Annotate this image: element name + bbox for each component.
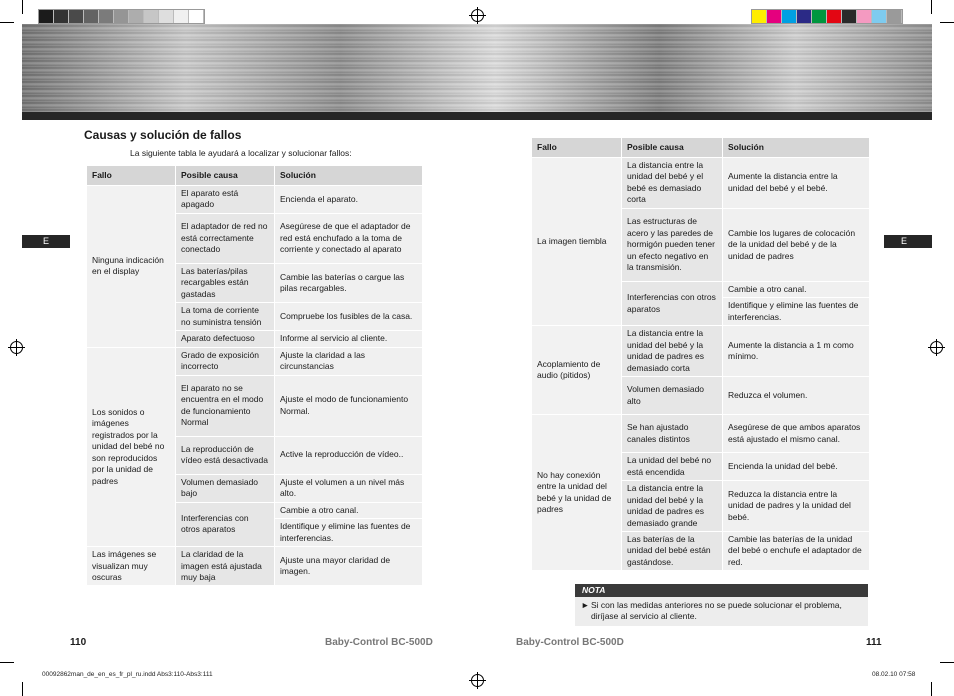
table-row bbox=[532, 415, 870, 453]
registration-mark-icon bbox=[10, 341, 23, 354]
header-posible-causa: Posible causa bbox=[622, 138, 723, 158]
table-header-row bbox=[532, 138, 870, 158]
cause-cell: Volumen demasiado alto bbox=[622, 377, 723, 415]
cause-cell: Las baterías de la unidad del bebé están gastándose. bbox=[622, 531, 723, 570]
cause-cell: El aparato no se encuentra en el modo de funcionamiento Normal bbox=[176, 375, 275, 436]
language-tab-left: E bbox=[22, 235, 70, 248]
solution-cell: Asegúrese de que ambos aparatos está ajustado el mismo canal. bbox=[723, 415, 870, 453]
crop-mark bbox=[22, 0, 23, 14]
cause-cell: Aparato defectuoso bbox=[176, 331, 275, 347]
gray-swatch bbox=[39, 10, 54, 23]
crop-mark bbox=[0, 662, 14, 663]
color-swatch bbox=[797, 10, 812, 23]
color-swatch bbox=[887, 10, 902, 23]
table-header-row bbox=[87, 166, 423, 186]
gray-swatch bbox=[144, 10, 159, 23]
slug-datetime: 08.02.10 07:58 bbox=[872, 671, 916, 678]
language-tab-right: E bbox=[884, 235, 932, 248]
fault-cell: Ninguna indicación en el display bbox=[87, 186, 176, 348]
table-row bbox=[87, 547, 423, 586]
fault-cell: Acoplamiento de audio (pitidos) bbox=[532, 326, 622, 415]
cause-cell: La toma de corriente no suministra tensión bbox=[176, 303, 275, 331]
gray-swatch bbox=[129, 10, 144, 23]
solution-cell: Active la reproducción de vídeo.. bbox=[275, 436, 423, 474]
solution-cell: Identifique y elimine las fuentes de interferencias. bbox=[275, 519, 423, 547]
cause-cell: La distancia entre la unidad del bebé y la unidad de padres es demasiado grande bbox=[622, 481, 723, 532]
solution-cell: Reduzca el volumen. bbox=[723, 377, 870, 415]
color-swatch bbox=[812, 10, 827, 23]
header-banner bbox=[22, 24, 932, 120]
header-solucion: Solución bbox=[723, 138, 870, 158]
fault-cell: La imagen tiembla bbox=[532, 158, 622, 326]
solution-cell: Ajuste el modo de funcionamiento Normal. bbox=[275, 375, 423, 436]
gray-swatch bbox=[174, 10, 189, 23]
solution-cell: Cambie a otro canal. bbox=[723, 281, 870, 297]
cause-cell: Las baterías/pilas recargables están gastadas bbox=[176, 263, 275, 302]
cause-cell: El adaptador de red no está correctamente conectado bbox=[176, 213, 275, 263]
arrow-bullet-icon: ► bbox=[581, 600, 590, 610]
solution-cell: Aumente la distancia entre la unidad del bebé y el bebé. bbox=[723, 158, 870, 209]
section-intro: La siguiente tabla le ayudará a localizar y solucionar fallos: bbox=[130, 148, 352, 158]
solution-cell: Encienda el aparato. bbox=[275, 186, 423, 214]
slug-file: 00092862man_de_en_es_fr_pl_ru.indd Abs3:110-Abs3:111 bbox=[42, 671, 213, 678]
registration-mark-icon bbox=[471, 674, 484, 687]
cause-cell: La distancia entre la unidad del bebé y el bebé es demasiado corta bbox=[622, 158, 723, 209]
registration-mark-icon bbox=[930, 341, 943, 354]
solution-cell: Compruebe los fusibles de la casa. bbox=[275, 303, 423, 331]
cause-cell: La distancia entre la unidad del bebé y la unidad de padres es demasiado corta bbox=[622, 326, 723, 377]
cause-cell: Se han ajustado canales distintos bbox=[622, 415, 723, 453]
gray-swatch bbox=[54, 10, 69, 23]
note-body bbox=[575, 597, 868, 623]
solution-cell: Cambie los lugares de colocación de la unidad del bebé y de la unidad de padres bbox=[723, 208, 870, 281]
cause-cell: La claridad de la imagen está ajustada muy baja bbox=[176, 547, 275, 586]
header-posible-causa: Posible causa bbox=[176, 166, 275, 186]
color-swatch bbox=[827, 10, 842, 23]
troubleshooting-table-left bbox=[86, 165, 423, 586]
cause-cell: Interferencias con otros aparatos bbox=[622, 281, 723, 325]
solution-cell: Cambie las baterías de la unidad del bebé o enchufe el adaptador de red. bbox=[723, 531, 870, 570]
troubleshooting-table-right bbox=[531, 137, 870, 571]
crop-mark bbox=[931, 682, 932, 696]
color-swatch bbox=[782, 10, 797, 23]
solution-cell: Ajuste el volumen a un nivel más alto. bbox=[275, 474, 423, 502]
color-swatch bbox=[842, 10, 857, 23]
solution-cell: Ajuste la claridad a las circunstancias bbox=[275, 347, 423, 375]
cause-cell: Grado de exposición incorrecto bbox=[176, 347, 275, 375]
solution-cell: Ajuste una mayor claridad de imagen. bbox=[275, 547, 423, 586]
cause-cell: Interferencias con otros aparatos bbox=[176, 502, 275, 546]
gray-swatch bbox=[99, 10, 114, 23]
color-swatch bbox=[752, 10, 767, 23]
color-swatch bbox=[857, 10, 872, 23]
solution-cell: Informe al servicio al cliente. bbox=[275, 331, 423, 347]
page-number-left: 110 bbox=[70, 637, 87, 648]
registration-mark-icon bbox=[471, 9, 484, 22]
crop-mark bbox=[931, 0, 932, 14]
header-fallo: Fallo bbox=[532, 138, 622, 158]
fault-cell: No hay conexión entre la unidad del bebé y la unidad de padres bbox=[532, 415, 622, 571]
note-title: NOTA bbox=[575, 584, 868, 597]
color-swatch bbox=[872, 10, 887, 23]
note-box bbox=[575, 584, 868, 626]
gray-swatch bbox=[84, 10, 99, 23]
table-row bbox=[532, 158, 870, 209]
section-title: Causas y solución de fallos bbox=[84, 128, 242, 142]
color-swatch bbox=[767, 10, 782, 23]
footer-model-right: Baby-Control BC-500D bbox=[516, 637, 624, 648]
crop-mark bbox=[22, 682, 23, 696]
solution-cell: Reduzca la distancia entre la unidad de padres y la unidad del bebé. bbox=[723, 481, 870, 532]
cause-cell: La reproducción de vídeo está desactivada bbox=[176, 436, 275, 474]
crop-mark bbox=[940, 22, 954, 23]
page-number-right: 111 bbox=[866, 637, 882, 648]
gray-swatch bbox=[159, 10, 174, 23]
cause-cell: Volumen demasiado bajo bbox=[176, 474, 275, 502]
color-calibration-bar bbox=[751, 9, 903, 24]
fault-cell: Los sonidos o imágenes registrados por la unidad del bebé no son reproducidos por la unidad de padres bbox=[87, 347, 176, 546]
header-fallo: Fallo bbox=[87, 166, 176, 186]
gray-swatch bbox=[114, 10, 129, 23]
gray-swatch bbox=[189, 10, 204, 23]
note-text: Si con las medidas anteriores no se puede solucionar el problema, diríjase al servicio al cliente. bbox=[591, 600, 842, 622]
solution-cell: Cambie a otro canal. bbox=[275, 502, 423, 518]
solution-cell: Identifique y elimine las fuentes de interferencias. bbox=[723, 298, 870, 326]
cause-cell: El aparato está apagado bbox=[176, 186, 275, 214]
crop-mark bbox=[940, 662, 954, 663]
footer-model-left: Baby-Control BC-500D bbox=[325, 637, 433, 648]
header-solucion: Solución bbox=[275, 166, 423, 186]
table-row bbox=[532, 326, 870, 377]
solution-cell: Cambie las baterías o cargue las pilas recargables. bbox=[275, 263, 423, 302]
table-row bbox=[87, 186, 423, 214]
header-strip bbox=[22, 112, 932, 120]
fault-cell: Las imágenes se visualizan muy oscuras bbox=[87, 547, 176, 586]
cause-cell: La unidad del bebé no está encendida bbox=[622, 453, 723, 481]
solution-cell: Encienda la unidad del bebé. bbox=[723, 453, 870, 481]
solution-cell: Asegúrese de que el adaptador de red está enchufado a la toma de corriente y conectado al aparato bbox=[275, 213, 423, 263]
cause-cell: Las estructuras de acero y las paredes de hormigón pueden tener un efecto negativo en la transmisión. bbox=[622, 208, 723, 281]
gray-swatch bbox=[69, 10, 84, 23]
table-row bbox=[87, 347, 423, 375]
gray-calibration-bar bbox=[38, 9, 205, 24]
solution-cell: Aumente la distancia a 1 m como mínimo. bbox=[723, 326, 870, 377]
crop-mark bbox=[0, 22, 14, 23]
